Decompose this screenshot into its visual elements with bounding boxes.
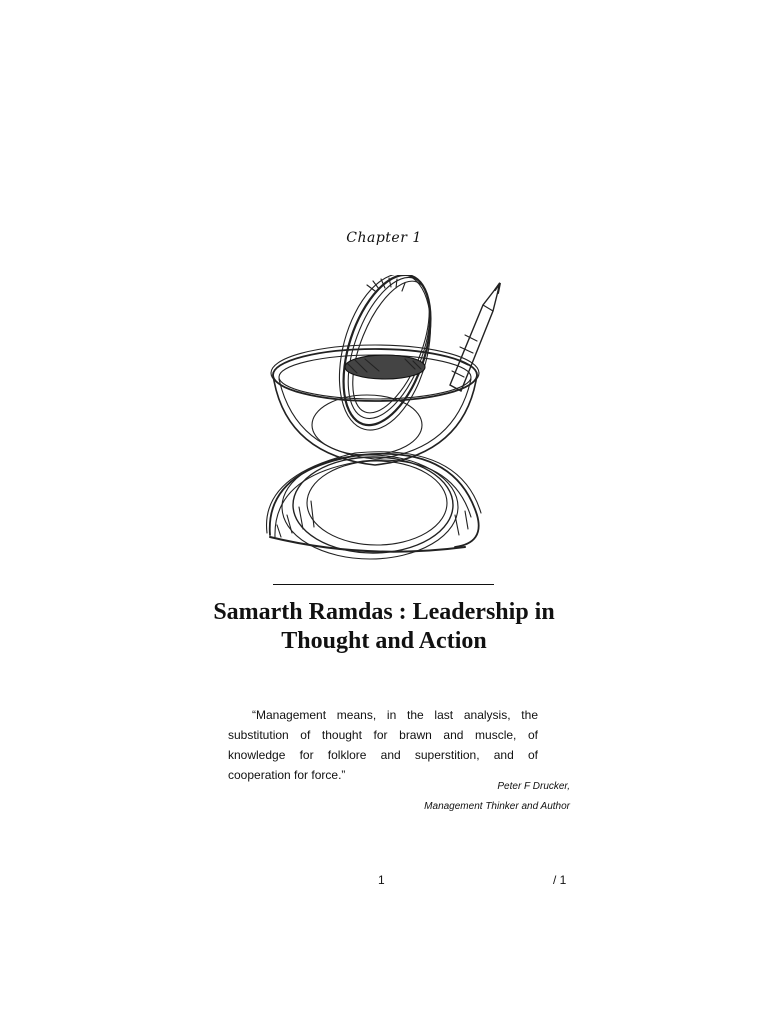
page-title: Samarth Ramdas : Leadership in Thought and Action bbox=[213, 599, 555, 654]
epigraph-quote: “Management means, in the last analysis, the substitution of thought for brawn and muscle, of knowledge for folklore and superstition, and of cooperation for force.” bbox=[228, 708, 538, 782]
page-total: / 1 bbox=[553, 873, 567, 887]
page-number: 1 bbox=[378, 873, 385, 887]
title-divider bbox=[273, 584, 494, 585]
chapter-label: Chapter 1 bbox=[346, 230, 422, 246]
quote-author: Peter F Drucker, bbox=[497, 781, 570, 792]
bowl-pencil-sketch-icon bbox=[255, 275, 515, 565]
quote-author-role: Management Thinker and Author bbox=[424, 801, 570, 812]
